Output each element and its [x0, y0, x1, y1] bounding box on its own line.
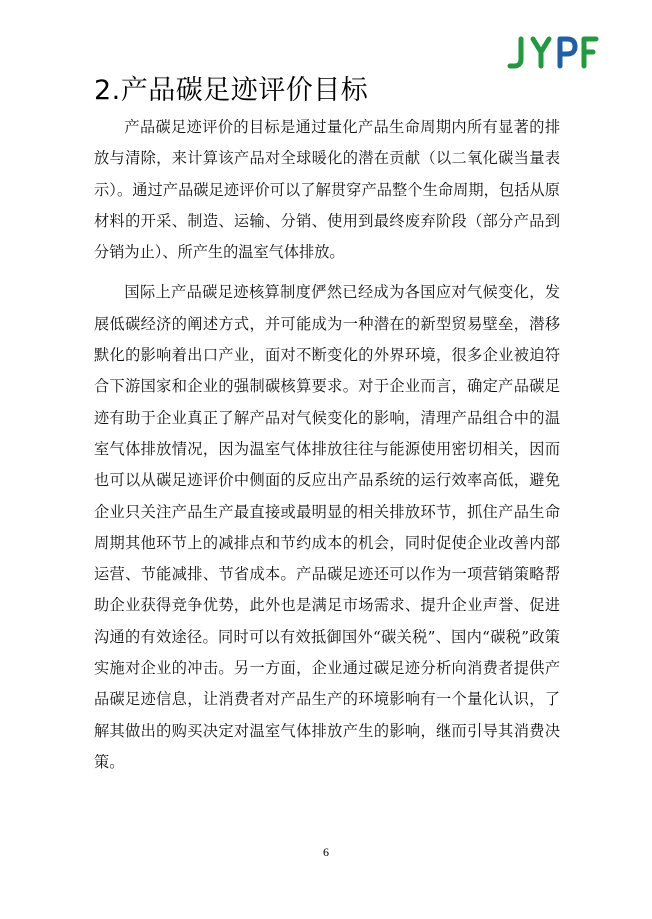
paragraph: 产品碳足迹评价的目标是通过量化产品生命周期内所有显著的排放与清除，来计算该产品对全球暖化的潜在贡献（以二氧化碳当量表示）。通过产品碳足迹评价可以了解贯穿产品整个生命周期，包括从原材料的开采、制造、运输、分销、使用到最终废弃阶段（部分产品到分销为止）、所产生的温室气体排放。: [94, 118, 560, 262]
page-number: 6: [323, 845, 329, 859]
section-body: [94, 112, 560, 778]
paragraph: 国际上产品碳足迹核算制度俨然已经成为各国应对气候变化，发展低碳经济的阐述方式，并可能成为一种潜在的新型贸易壁垒，潜移默化的影响着出口产业，面对不断变化的外界环境，很多企业被迫符合下游国家和企业的强制碳核算要求。对于企业而言，确定产品碳足迹有助于企业真正了解产品对气候变化的影响，清理产品组合中的温室气体排放情况，因为温室气体排放往往与能源使用密切相关，因而也可以从碳足迹评价中侧面的反应出产品系统的运行效率高低，避免企业只关注产品生产最直接或最明显的相关排放环节，抓住产品生命周期其他环节上的减排点和节约成本的机会，同时促使企业改善内部运营、节能减排、节省成本。产品碳足迹还可以作为一项营销策略帮助企业获得竞争优势，此外也是满足市场需求、提升企业声誉、促进沟通的有效途径。同时可以有效抵御国外“碳关税”、国内“碳税”政策实施对企业的冲击。另一方面，企业通过碳足迹分析向消费者提供产品碳足迹信息，让消费者对产品生产的环境影响有一个量化认识，了解其做出的购买决定对温室气体排放产生的影响，继而引导其消费决策。: [94, 283, 560, 771]
section-heading: 2.产品碳足迹评价目标: [94, 75, 369, 106]
jypf-logo: [507, 33, 599, 71]
